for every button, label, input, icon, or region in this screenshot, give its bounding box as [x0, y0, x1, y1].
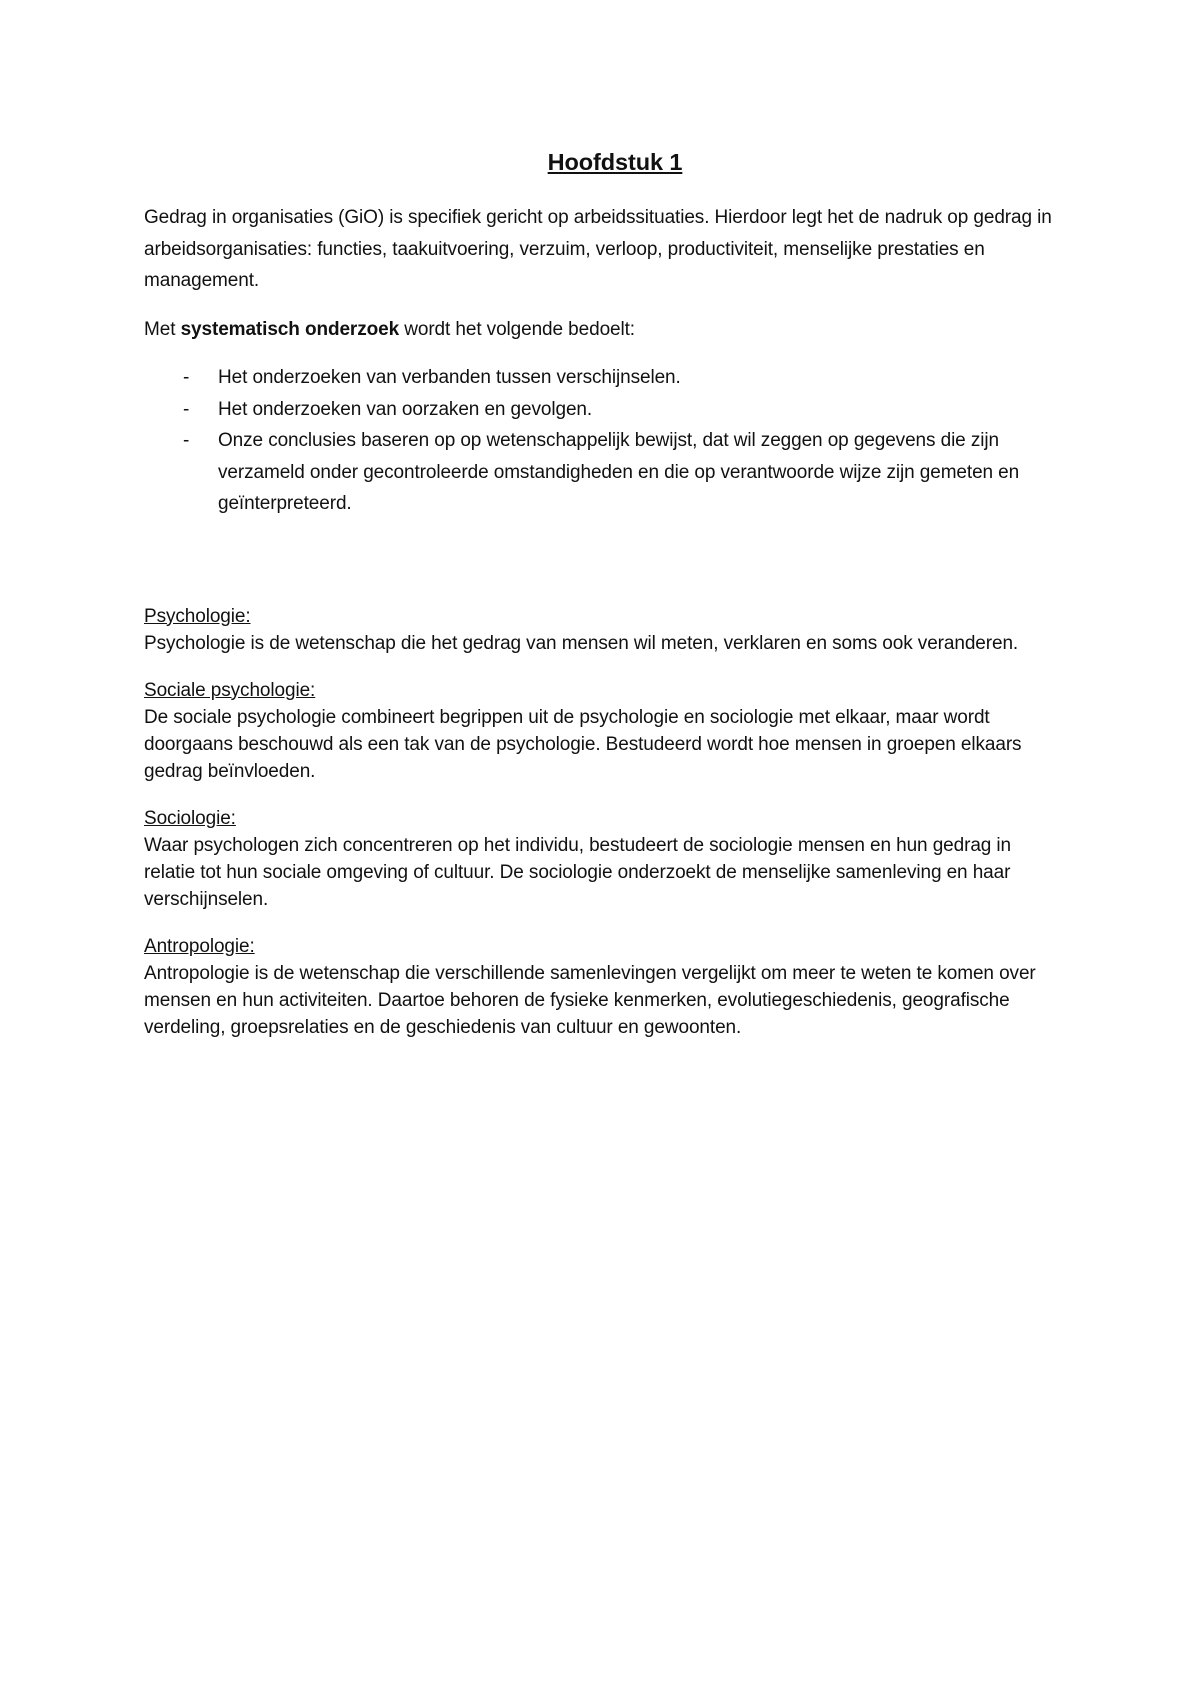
method-term: systematisch onderzoek [180, 318, 400, 340]
method-suffix: wordt het volgende bedoelt: [399, 318, 635, 340]
dash-bullet: - [183, 430, 190, 451]
list-item [144, 425, 1064, 520]
section-heading: Antropologie: [144, 935, 255, 957]
section-body: Waar psychologen zich concentreren op het individu, bestudeert de sociologie mensen en hun gedrag in relatie tot hun sociale omgeving of cultuur. De sociologie onderzoekt de menselijke samenleving en haar verschijnselen. [144, 834, 1012, 910]
list-item [144, 394, 1064, 426]
dash-bullet: - [183, 367, 190, 388]
list-item-text: Onze conclusies baseren op op wetenschappelijk bewijst, dat wil zeggen op gegevens die zijn verzameld onder gecontroleerde omstandigheden en die op verantwoorde wijze zijn gemeten en geïnterpreteerd. [218, 430, 1020, 514]
intro-paragraph: Gedrag in organisaties (GiO) is specifiek gericht op arbeidssituaties. Hierdoor legt het de nadruk op gedrag in arbeidsorganisaties: functies, taakuitvoering, verzuim, verloop, productiviteit, menselijke prestaties en management. [144, 207, 1052, 291]
method-list [144, 362, 1064, 520]
section-heading: Psychologie: [144, 605, 251, 627]
list-item-text: Het onderzoeken van oorzaken en gevolgen. [218, 398, 593, 420]
dash-bullet: - [183, 398, 190, 420]
page-title: Hoofdstuk 1 [547, 149, 683, 175]
section-body: Antropologie is de wetenschap die verschillende samenlevingen vergelijkt om meer te weten te komen over mensen en hun activiteiten. Daartoe behoren de fysieke kenmerken, evolutiegeschiedenis, geografische verdeling, groepsrelaties en de geschiedenis van cultuur en gewoonten. [144, 962, 1036, 1038]
section-heading: Sociologie: [144, 807, 236, 829]
method-prefix: Met [144, 318, 181, 340]
section-sociale-psychologie [144, 677, 1064, 785]
section-body: De sociale psychologie combineert begrippen uit de psychologie en sociologie met elkaar, maar wordt doorgaans beschouwd als een tak van de psychologie. Bestudeerd wordt hoe mensen in groepen elkaars gedrag beïnvloeden. [144, 706, 1022, 782]
section-body: Psychologie is de wetenschap die het gedrag van mensen wil meten, verklaren en soms ook veranderen. [144, 632, 1019, 654]
section-sociologie [144, 805, 1064, 913]
section-heading: Sociale psychologie: [144, 679, 316, 701]
list-item-text: Het onderzoeken van verbanden tussen verschijnselen. [218, 367, 681, 388]
method-paragraph [144, 314, 1064, 346]
list-item [144, 362, 1064, 394]
document-content [144, 146, 1064, 1041]
section-antropologie [144, 933, 1064, 1041]
section-psychologie [144, 603, 1064, 657]
